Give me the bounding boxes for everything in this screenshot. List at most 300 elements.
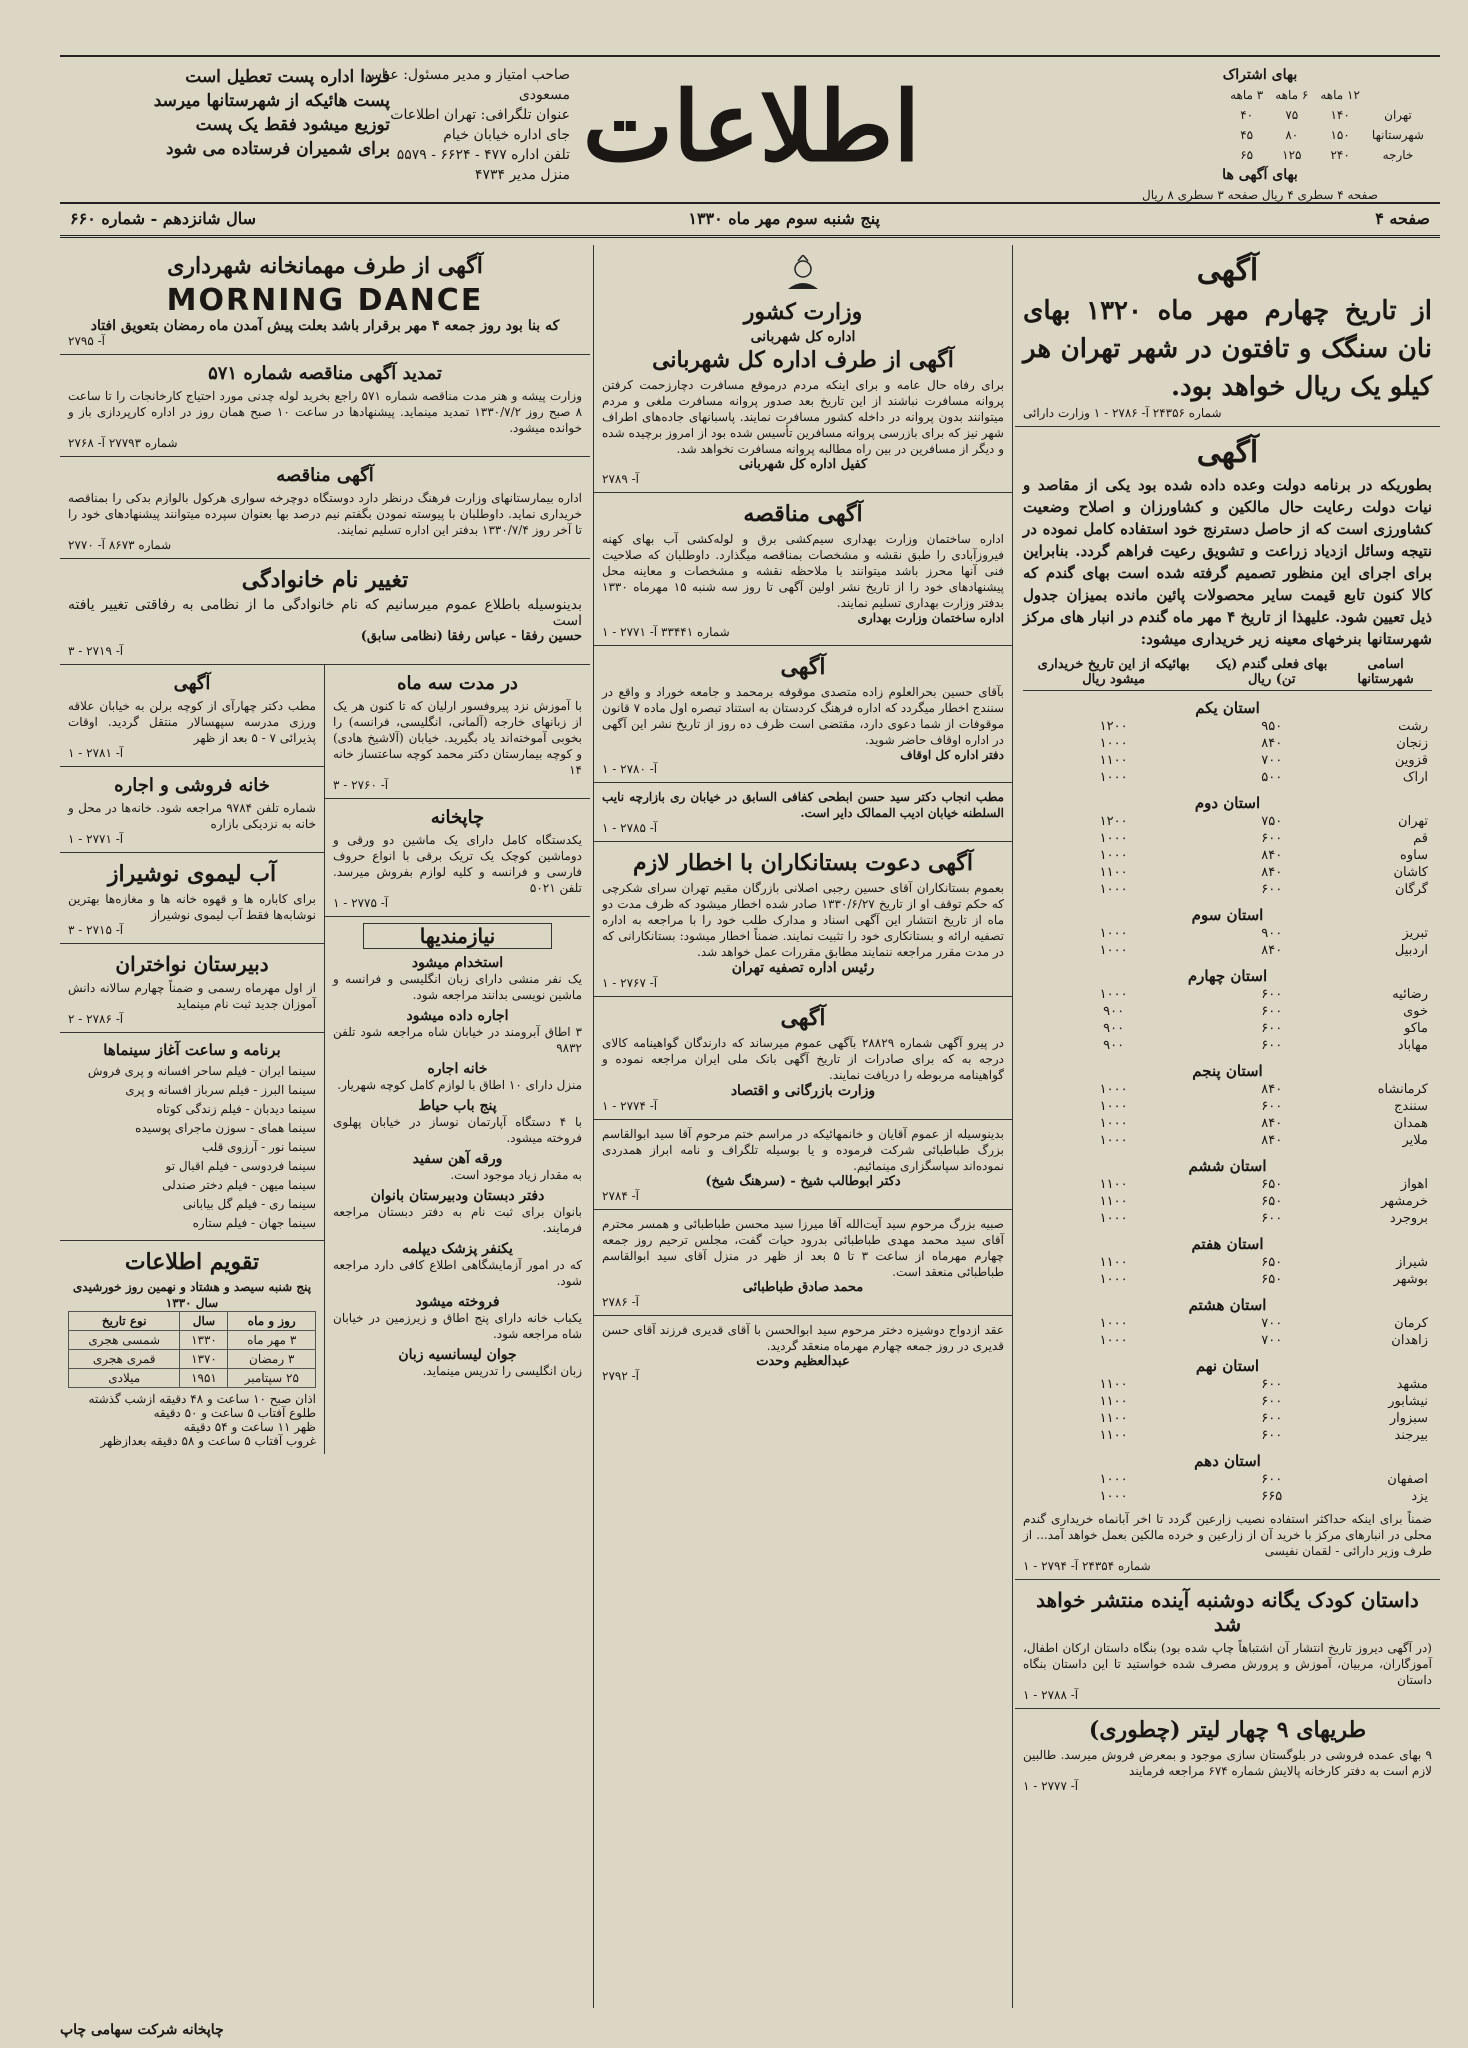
ad-text: بعموم بستانکاران آقای حسین رجبی اصلانی بازرگان مقیم تهران سرای شکرچی که حکم توقف او از تاریخ ۱۳۳۰/۶/۲۷ صادر شده اخطار میشود که ظرف مدت دو ماه از تاریخ انتشار این آگهی اسناد و مدارک طلب خود را با مراجعه به اداره تصفیه ارائه و بستانکاری خود را تثبیت نمایند. ضمناً اخطار میشود: بستانکارانی که در مدت مقرر مراجعه ننمایند مطابق مقررات عمل خواهد شد. — [602, 881, 1004, 959]
hospital-tender-ad — [60, 457, 590, 559]
price-cell: ۶۰۰ — [1261, 1021, 1283, 1036]
story-banner: داستان کودک یگانه دوشنبه آینده منتشر خواهد شد — [1036, 1588, 1419, 1636]
holiday-line: برای شمیران فرستاده می شود — [165, 139, 390, 159]
morning-dance-banner: MORNING DANCE — [166, 283, 484, 318]
province-name: استان سوم — [1191, 906, 1264, 924]
ad-text: از اول مهرماه رسمی و ضمناً چهارم سالانه دانش آموزان جدید ثبت نام مینماید — [68, 981, 316, 1011]
wheat-price-row — [1023, 1488, 1432, 1505]
city-name: همدان — [1393, 1116, 1428, 1131]
wheat-price-row — [1023, 1132, 1432, 1149]
health-tender-ad — [594, 493, 1012, 646]
printing-ad — [325, 799, 590, 917]
wheat-price-row — [1023, 864, 1432, 881]
city-name: اهواز — [1400, 1177, 1428, 1192]
province-name: استان یکم — [1195, 699, 1260, 717]
ad-text: وزارت پیشه و هنر مدت مناقصه شماره ۵۷۱ راجع بخرید لوله چدنی مورد احتیاج کارخانجات را تا ساعت ۸ صبح روز ۱۳۳۰/۷/۲ تمدید مینماید. پیشنهادها در ساعت ۱۰ صبح همان روز در اداره کارپردازی باز و خوانده میشود. — [68, 389, 583, 435]
ad-text: برای کاباره ها و قهوه خانه ها و مغازه‌ها بهترین نوشابه‌ها فقط آب لیموی نوشیراز — [68, 892, 316, 922]
police-ad — [594, 245, 1012, 493]
subscription-cell: ۸۰ — [1285, 128, 1299, 142]
wheat-price-row — [1023, 881, 1432, 898]
ad-heading: دبیرستان نواختران — [115, 952, 269, 976]
calendar-header-cell: نوع تاریخ — [69, 1312, 180, 1331]
subscription-cell: ۱۵۰ — [1330, 128, 1350, 142]
endowment-notice-ad — [594, 646, 1012, 783]
city-name: اصفهان — [1387, 1472, 1428, 1487]
ad-ref: آ- ۲۷۷۵ - ۱ — [333, 896, 389, 910]
price-cell: ۸۴۰ — [1261, 1133, 1283, 1148]
price-cell: ۸۴۰ — [1261, 943, 1283, 958]
ad-heading: آگهی از طرف اداره کل شهربانی — [652, 347, 954, 373]
condolence-ad — [594, 1120, 1012, 1210]
ad-price-title: بهای آگهی ها — [1222, 167, 1298, 183]
prayer-time-line: طلوع آفتاب ۵ ساعت و ۵۰ دقیقه — [153, 1406, 316, 1420]
price-cell: ۱۱۰۰ — [1099, 1177, 1128, 1192]
ad-heading: تمدید آگهی مناقصه شماره ۵۷۱ — [208, 363, 442, 384]
subscription-cell: تهران — [1384, 108, 1412, 122]
ad-heading: آب لیموی نوشیراز — [107, 861, 277, 887]
wheat-price-row — [1023, 1271, 1432, 1288]
ad-ref: آ- ۲۷۱۵ - ۳ — [68, 923, 124, 937]
calendar-cell: ۱۳۷۰ — [180, 1350, 228, 1369]
ad-ref: آ- ۲۷۶۰ - ۳ — [333, 778, 389, 792]
ad-ref: آ- ۲۷۸۹ — [602, 472, 639, 486]
page-number: صفحه ۴ — [1375, 209, 1430, 228]
city-name: قم — [1413, 831, 1428, 846]
province-name: استان چهارم — [1187, 967, 1268, 985]
price-cell: ۸۴۰ — [1261, 848, 1283, 863]
ad-sign: محمد صادق طباطبائی — [742, 1280, 864, 1295]
needs-item-text: با ۴ دستگاه آپارتمان نوساز در خیابان پهلوی فروخته میشود. — [333, 1115, 582, 1145]
province-name: استان هفتم — [1191, 1235, 1264, 1253]
price-cell: ۶۰۰ — [1261, 1377, 1283, 1392]
ad-heading: تغییر نام خانوادگی — [241, 567, 409, 593]
ad-sign: دفتر اداره کل اوقاف — [900, 748, 1004, 762]
wheat-table-header: اسامی شهرستانها — [1339, 654, 1432, 691]
calendar-table — [68, 1311, 316, 1388]
ad-heading: آگهی — [780, 1005, 826, 1031]
ad-heading: آگهی دعوت بستانکاران با اخطار لازم — [632, 850, 974, 876]
ad-heading: آگهی از طرف مهمانخانه شهرداری — [167, 253, 483, 279]
subscription-row — [1224, 125, 1430, 145]
calendar-row — [69, 1331, 316, 1350]
wheat-price-row — [1023, 1393, 1432, 1410]
subscription-header-cell: ۶ ماهه — [1275, 88, 1309, 102]
wheat-price-row — [1023, 986, 1432, 1003]
ad-text: شماره تلفن ۹۷۸۴ مراجعه شود. خانه‌ها در محل و خانه به نزدیکی بازاره — [68, 801, 316, 831]
province-name: استان ششم — [1188, 1157, 1267, 1175]
price-cell: ۹۰۰ — [1103, 1021, 1125, 1036]
holiday-notice — [80, 65, 390, 161]
ad-sign: رئیس اداره تصفیه تهران — [731, 960, 875, 976]
subscription-header-cell — [1366, 85, 1430, 105]
memorial-ad — [594, 1210, 1012, 1316]
price-cell: ۶۰۰ — [1261, 882, 1283, 897]
left-subcol-right — [325, 665, 590, 1390]
province-row — [1023, 898, 1432, 925]
city-name: ساوه — [1400, 848, 1428, 863]
price-cell: ۱۱۰۰ — [1099, 1377, 1128, 1392]
price-cell: ۱۰۰۰ — [1099, 1133, 1128, 1148]
prayer-time-line: غروب آفتاب ۵ ساعت و ۵۸ دقیقه بعدازظهر — [100, 1434, 316, 1448]
price-cell: ۱۰۰۰ — [1099, 926, 1128, 941]
cinema-item: سینما جهان - فیلم ستاره — [192, 1216, 316, 1230]
ad-heading: در مدت سه ماه — [397, 673, 518, 694]
ad-text: اداره بیمارستانهای وزارت فرهنگ درنظر دارد دوستگاه دوچرخه سواری هرکول بالوازم بدکی را بمناقصه خریداری نماید. داوطلبان با پیوسته نمودن بگفتم نیم درصد بها بعنوان سپرده میتوانند پیشنهادهای خود را تا آخر روز ۱۳۳۰/۷/۴ بدفتر این اداره تسلیم نمایند. — [68, 491, 582, 537]
subscription-cell: ۶۵ — [1240, 148, 1254, 162]
calendar-row — [69, 1369, 316, 1388]
price-cell: ۶۵۰ — [1261, 1272, 1283, 1287]
price-cell: ۱۰۰۰ — [1099, 943, 1128, 958]
calendar-cell: ۳ مهر ماه — [228, 1331, 316, 1350]
ad-text: صبیه بزرگ مرحوم سید آیت‌الله آقا میرزا سید محسن طباطبائی و همسر محترم آقای سید محمد مهدی طباطبائی بدرود حیات گفت، مجلس ترحیم روز جمعه چهارم مهرماه از ساعت ۳ تا ۵ بعد از ظهر در منزل آقای سید ابوالقاسم طباطبائی منعقد است. — [602, 1217, 1005, 1279]
needs-item — [333, 1008, 582, 1056]
wheat-price-row — [1023, 735, 1432, 752]
price-cell: ۷۵۰ — [1261, 814, 1283, 829]
ad-ref: آ- ۲۷۸۱ - ۱ — [68, 746, 124, 760]
wheat-price-row — [1023, 813, 1432, 830]
notice-small-ad — [60, 665, 324, 767]
publisher-line: عنوان تلگرافی: تهران اطلاعات — [390, 107, 570, 123]
middle-column — [593, 245, 1013, 2008]
wheat-table-header: بهای فعلی گندم (یک تن) ریال — [1204, 654, 1339, 691]
wheat-price-row — [1023, 1376, 1432, 1393]
province-name: استان هشتم — [1188, 1296, 1267, 1314]
ad-text: ۹ بهای عمده فروشی در بلوگستان سازی موجود و بمعرض فروش میرسد. طالبین لازم است به دفتر کارخانه پالایش شماره ۶۷۴ مراجعه فرمایند — [1023, 1748, 1432, 1778]
price-cell: ۷۰۰ — [1261, 1316, 1283, 1331]
wheat-price-row — [1023, 752, 1432, 769]
ad-heading: چاپخانه — [430, 807, 485, 828]
needs-item — [333, 1061, 582, 1093]
needs-item-title: استخدام میشود — [411, 955, 504, 971]
price-cell: ۸۴۰ — [1261, 1082, 1283, 1097]
city-name: کاشان — [1393, 865, 1428, 880]
needs-item-text: که در امور آزمایشگاهی اطلاع کافی دارد مراجعه شود. — [333, 1258, 582, 1288]
city-name: یزد — [1411, 1489, 1428, 1504]
ad-text: مطب انجاب دکتر سید حسن ابطحی کفافی السابق در خیابان ری بازارچه نایب السلطنه خیابان ادیب الممالک دایر است. — [602, 790, 1004, 820]
needs-item-text: به مقدار زیاد موجود است. — [450, 1168, 582, 1182]
ad-sign: وزارت بازرگانی و اقتصاد — [730, 1083, 876, 1099]
calendar-cell: ۱۹۵۱ — [180, 1369, 228, 1388]
subscription-cell: ۴۵ — [1240, 128, 1254, 142]
subscription-row — [1224, 145, 1430, 165]
city-name: قزوین — [1394, 753, 1428, 768]
ad-ref: آ- ۲۷۷۷ - ۱ — [1023, 1779, 1079, 1793]
calendar-section — [60, 1241, 324, 1454]
province-row — [1023, 691, 1432, 719]
ad-text: با آموزش نزد پیروفسور ارلیان که تا کنون هر یک از زبانهای خارجه (آلمانی، انگلیسی، فرانسه) را بخوبی آموخته‌اند یاد بگیرید. خیابان (آلاشیخ هادی) و کوچه بیمارستان دکتر محمد کوچه ساعتساز خانه ۱۴ — [333, 699, 582, 777]
price-cell: ۱۰۰۰ — [1099, 848, 1128, 863]
price-cell: ۱۰۰۰ — [1099, 736, 1128, 751]
city-name: مهاباد — [1397, 1038, 1428, 1053]
prayer-time-line: ظهر ۱۱ ساعت و ۵۴ دقیقه — [183, 1420, 316, 1434]
ad-text: بدینوسیله از عموم آقایان و خانمهائیکه در مراسم ختم مرحوم آقا سید ابوالقاسم بزرگ طباطبائی شرکت فرموده و یا بوسیله تلگراف و نامه ابراز همدردی نموده‌اند سپاسگزاری مینمائیم. — [602, 1127, 1004, 1173]
price-cell: ۹۰۰ — [1103, 1038, 1125, 1053]
city-name: اردبیل — [1394, 943, 1428, 958]
dateline — [60, 205, 1440, 238]
price-cell: ۸۴۰ — [1261, 1116, 1283, 1131]
price-cell: ۶۰۰ — [1261, 1038, 1283, 1053]
holiday-line: پست هائیکه از شهرستانها میرسد — [153, 91, 390, 111]
province-row — [1023, 786, 1432, 813]
needs-item — [333, 1188, 582, 1236]
ad-ref: شماره ۲۷۷۹۳ آ- ۲۷۶۸ — [68, 436, 178, 450]
ad-ref: آ- ۲۷۸۶ - ۲ — [68, 1012, 124, 1026]
ad-heading: آگهی مناقصه — [276, 465, 374, 486]
cinema-item: سینما ایران - فیلم ساحر افسانه و پری فروش — [87, 1064, 316, 1078]
price-cell: ۱۰۰۰ — [1099, 1272, 1128, 1287]
masthead — [60, 55, 1440, 204]
subscription-cell: ۴۰ — [1240, 108, 1254, 122]
price-cell: ۱۰۰۰ — [1099, 770, 1128, 785]
ad-text: بآقای حسین بحرالعلوم زاده متصدی موقوفه برمحمد و جامعه خوراد و واقع در سنندج اخطار میگردد که اداره فرهنگ کردستان به استناد تبصره اول ماده ۷ قانون موقوفات از شما دعوی دارد، مقتضی است ظرف ده روز از تاریخ نشر این آگهی در اداره اوقاف حاضر شوید. — [602, 685, 1005, 747]
cinema-item: سینما دیدبان - فیلم زندگی کوتاه — [156, 1102, 316, 1116]
needs-item — [333, 1294, 582, 1342]
price-cell: ۱۰۰۰ — [1099, 831, 1128, 846]
wheat-price-row — [1023, 769, 1432, 786]
wheat-price-ad — [1015, 427, 1440, 1580]
city-name: بروجرد — [1389, 1211, 1428, 1226]
price-cell: ۱۱۰۰ — [1099, 1411, 1128, 1426]
subscription-cell: ۱۲۵ — [1282, 148, 1302, 162]
city-name: زنجان — [1396, 736, 1428, 751]
wheat-price-table — [1023, 654, 1432, 1505]
needs-item — [333, 1347, 582, 1379]
province-row — [1023, 1149, 1432, 1176]
ad-ref: آ- ۲۷۸۶ — [602, 1295, 639, 1309]
price-cell: ۹۰۰ — [1103, 1004, 1125, 1019]
city-name: تهران — [1398, 814, 1428, 829]
subscription-row — [1224, 105, 1430, 125]
right-column — [1015, 245, 1440, 2008]
subscription-cell: ۱۴۰ — [1330, 108, 1350, 122]
wheat-price-row — [1023, 1410, 1432, 1427]
price-cell: ۶۰۰ — [1261, 831, 1283, 846]
subscription-cell: شهرستانها — [1371, 128, 1424, 142]
lion-and-sun-emblem-icon — [778, 255, 828, 295]
hotel-ad — [60, 245, 590, 355]
needs-item-title: یکنفر پزشک دیپلمه — [402, 1241, 513, 1257]
ad-ref: شماره ۸۶۷۳ آ- ۲۷۷۰ — [68, 538, 172, 552]
price-cell: ۶۵۰ — [1261, 1194, 1283, 1209]
province-name: استان پنجم — [1192, 1062, 1263, 1080]
ad-sign: کفیل اداره کل شهربانی — [738, 457, 868, 472]
ad-text: مطب دکتر چهارآی از کوچه برلن به خیابان علاقه ورزی مدرسه سپهسالار منتقل گردید. اوقات پذیرائی ۷ - ۵ بعد از ظهر — [68, 699, 316, 745]
issue-date: پنج شنبه سوم مهر ماه ۱۳۳۰ — [688, 209, 880, 228]
price-cell: ۶۵۰ — [1261, 1255, 1283, 1270]
three-months-ad — [325, 665, 590, 799]
province-name: استان دوم — [1194, 794, 1261, 812]
price-cell: ۶۶۵ — [1261, 1489, 1283, 1504]
holiday-line: فردا اداره پست تعطیل است — [185, 67, 390, 87]
publisher-line: منزل مدیر ۴۷۳۴ — [474, 167, 570, 183]
subscription-box — [1090, 65, 1430, 205]
calendar-row — [69, 1350, 316, 1369]
city-name: زاهدان — [1391, 1333, 1428, 1348]
price-cell: ۱۰۰۰ — [1099, 1333, 1128, 1348]
city-name: ملایر — [1402, 1133, 1428, 1148]
ad-heading: آگهی — [1196, 253, 1259, 288]
price-cell: ۶۰۰ — [1261, 1211, 1283, 1226]
ad-ref: آ- ۲۷۶۷ - ۱ — [602, 976, 658, 990]
price-cell: ۱۲۰۰ — [1099, 719, 1128, 734]
wheat-price-row — [1023, 1081, 1432, 1098]
price-cell: ۱۱۰۰ — [1099, 1255, 1128, 1270]
price-cell: ۷۰۰ — [1261, 1333, 1283, 1348]
needs-item-title: فروخته میشود — [415, 1294, 500, 1310]
needs-item-title: جوان لیسانسیه زبان — [398, 1347, 517, 1363]
price-cell: ۶۵۰ — [1261, 1177, 1283, 1192]
cinema-section — [60, 1033, 324, 1241]
price-cell: ۱۰۰۰ — [1099, 1099, 1128, 1114]
issue-number: سال شانزدهم - شماره ۶۶۰ — [70, 209, 257, 228]
ad-ref: شماره ۲۴۳۵۶ آ- ۲۷۸۶ - ۱ وزارت دارائی — [1023, 406, 1222, 420]
city-name: تبریز — [1402, 926, 1428, 941]
needs-item-title: دفتر دبستان ودبیرستان بانوان — [370, 1188, 545, 1204]
office-name: اداره کل شهربانی — [750, 329, 856, 345]
needs-item — [333, 1151, 582, 1183]
wheat-price-row — [1023, 1427, 1432, 1444]
ad-heading: خانه فروشی و اجاره — [114, 775, 270, 796]
calendar-cell: میلادی — [69, 1369, 180, 1388]
ad-ref: شماره ۳۳۴۴۱ آ- ۲۷۷۱ - ۱ — [602, 625, 730, 639]
price-cell: ۱۰۰۰ — [1099, 987, 1128, 1002]
price-cell: ۶۰۰ — [1261, 1099, 1283, 1114]
needs-item-text: زبان انگلیسی را تدریس مینماید. — [422, 1364, 582, 1378]
needs-list — [333, 955, 582, 1379]
calendar-cell: شمسی هجری — [69, 1331, 180, 1350]
cinema-item: سینما فردوسی - فیلم اقبال تو — [165, 1159, 316, 1173]
publisher-line: صاحب امتیاز و مدیر مسئول: عباس مسعودی — [364, 67, 570, 103]
ad-ref: آ- ۲۷۹۵ — [68, 334, 105, 348]
ad-heading: آگهی — [780, 654, 826, 680]
wheat-price-row — [1023, 1332, 1432, 1349]
price-cell: ۱۱۰۰ — [1099, 865, 1128, 880]
ad-heading: آگهی — [1196, 435, 1259, 470]
city-name: کرمان — [1394, 1316, 1428, 1331]
province-row — [1023, 1288, 1432, 1315]
ad-text: یکدستگاه کامل دارای یک ماشین دو ورقی و دوماشین کوچک یک تریک برقی با انواع حروف فارسی و فرانسه و کلیه لوازم بفروش میرسد. تلفن ۵۰۲۱ — [333, 833, 582, 895]
city-name: ماکو — [1404, 1021, 1428, 1036]
city-name: خرمشهر — [1381, 1194, 1428, 1209]
price-cell: ۱۰۰۰ — [1099, 1316, 1128, 1331]
wheat-price-row — [1023, 1020, 1432, 1037]
cinema-item: سینما ری - فیلم گل بیابانی — [182, 1197, 316, 1211]
cinema-list — [68, 1063, 316, 1231]
province-row — [1023, 959, 1432, 986]
ad-ref: شماره ۲۴۳۵۴ آ- ۲۷۹۴ - ۱ — [1023, 1559, 1151, 1573]
price-cell: ۷۰۰ — [1261, 753, 1283, 768]
needs-section — [325, 917, 590, 1390]
needs-item-text: یکباب خانه دارای پنج اطاق و زیرزمین در خیابان شاه مراجعه شود. — [333, 1311, 582, 1341]
needs-item — [333, 955, 582, 1003]
clinic-ad — [594, 783, 1012, 842]
wheat-price-row — [1023, 1471, 1432, 1488]
subscription-table — [1224, 85, 1430, 165]
needs-item — [333, 1241, 582, 1289]
price-cell: ۹۰۰ — [1261, 926, 1283, 941]
wheat-price-row — [1023, 925, 1432, 942]
ad-ref: آ- ۲۷۸۵ - ۱ — [602, 821, 658, 835]
subscription-header-cell: ۱۲ ماهه — [1320, 88, 1360, 102]
ad-ref: آ- ۲۷۸۰ - ۱ — [602, 762, 658, 776]
wheat-price-row — [1023, 1176, 1432, 1193]
ad-text: در پیرو آگهی شماره ۲۸۸۲۹ بآگهی عموم میرساند که دارندگان گواهینامه کالای درجه به که برای صادرات از تاریخ آگهی بانک ملی ایران مراجعه نموده و گواهینامه مربوطه را دریافت نمایند. — [602, 1036, 1004, 1082]
engagement-ad — [594, 1316, 1012, 1389]
ad-price-text: صفحه ۴ سطری ۴ ریال صفحه ۳ سطری ۸ ریال — [1142, 188, 1378, 202]
city-name: بوشهر — [1393, 1272, 1428, 1287]
price-cell: ۱۰۰۰ — [1099, 1116, 1128, 1131]
price-cell: ۶۰۰ — [1261, 1411, 1283, 1426]
price-cell: ۱۱۰۰ — [1099, 1194, 1128, 1209]
calendar-cell: قمری هجری — [69, 1350, 180, 1369]
needs-item-title: خانه اجاره — [427, 1061, 488, 1077]
ad-sign: حسین رفقا - عباس رفقا (نظامی سابق) — [360, 629, 582, 644]
calendar-header-cell: روز و ماه — [228, 1312, 316, 1331]
ministry-name: وزارت کشور — [743, 299, 863, 325]
city-name: شیراز — [1396, 1255, 1428, 1270]
wheat-price-row — [1023, 1193, 1432, 1210]
subscription-cell: ۷۵ — [1285, 108, 1299, 122]
ad-ref: آ- ۲۷۸۸ - ۱ — [1023, 1688, 1079, 1702]
calendar-heading: تقویم اطلاعات — [124, 1249, 260, 1275]
needs-item-text: بانوان برای ثبت نام به دفتر دبستان مراجعه فرمایند. — [333, 1205, 582, 1235]
name-change-ad — [60, 559, 590, 665]
price-cell: ۱۰۰۰ — [1099, 882, 1128, 897]
city-name: کرمانشاه — [1377, 1082, 1428, 1097]
creditors-ad — [594, 842, 1012, 997]
wheat-table-header: بهائیکه از این تاریخ خریداری میشود ریال — [1023, 654, 1204, 691]
tender-extension-ad — [60, 355, 590, 457]
price-cell: ۶۰۰ — [1261, 1394, 1283, 1409]
ad-text: بدینوسیله باطلاع عموم میرسانیم که نام خانوادگی ما از نظامی به رفاقتی تغییر یافته است — [68, 597, 582, 629]
needs-item-text: یک نفر منشی دارای زبان انگلیسی و فرانسه و ماشین نویسی بدانند مراجعه شود. — [333, 972, 582, 1002]
subscription-cell: ۲۴۰ — [1330, 148, 1350, 162]
ad-sign: عبدالعظیم وحدت — [756, 1354, 850, 1369]
ad-ref: آ- ۲۷۷۱ - ۱ — [68, 832, 124, 846]
needs-item — [333, 1098, 582, 1146]
ad-sign: دکتر ابوطالب شیخ - (سرهنگ شیخ) — [705, 1174, 901, 1189]
house-sale-ad — [60, 767, 324, 853]
needs-item-text: ۳ اطاق آبرومند در خیابان شاه مراجعه شود تلفن ۹۸۳۲ — [333, 1025, 582, 1055]
wheat-price-row — [1023, 1037, 1432, 1054]
city-name: اراک — [1402, 770, 1428, 785]
wheat-price-row — [1023, 1098, 1432, 1115]
wheat-price-row — [1023, 1315, 1432, 1332]
province-name: استان نهم — [1195, 1357, 1260, 1375]
wheat-price-row — [1023, 1115, 1432, 1132]
city-name: خوی — [1403, 1004, 1428, 1019]
price-cell: ۶۰۰ — [1261, 1428, 1283, 1443]
city-name: نیشابور — [1388, 1394, 1428, 1409]
ad-heading: آگهی — [173, 673, 211, 694]
ad-ref: آ- ۲۷۱۹ - ۳ — [68, 644, 124, 658]
ad-ref: آ- ۲۷۷۴ - ۱ — [602, 1099, 658, 1113]
cinema-item: سینما البرز - فیلم سرباز افسانه و پری — [125, 1083, 316, 1097]
school-ad — [60, 944, 324, 1033]
city-name: بیرجند — [1394, 1428, 1428, 1443]
needs-item-text: منزل دارای ۱۰ اطاق با لوازم کامل کوچه شهریار. — [337, 1078, 582, 1092]
city-name: سنندج — [1394, 1099, 1428, 1114]
needs-item-title: اجاره داده میشود — [406, 1008, 509, 1024]
wheat-price-row — [1023, 830, 1432, 847]
wheat-price-row — [1023, 1003, 1432, 1020]
ad-text: بطوریکه در برنامه دولت وعده داده شده بود یکی از مقاصد و نیات دولت رعایت حال مالکین و کشاورزان و اصلاح وضعیت کشاورزی است که از حاصل دسترنج خود استفاده کامل نموده در نتیجه وسائل ازدیاد زراعت و تشویق رعیت فراهم گردد. بنابراین برای اجرای این منظور تصمیم گرفته شده است بهای گندم که کالا کنون تابع قیمت سایر محصولات پائین مانده بمیزان جدول ذیل تعیین شود. علیهذا از تاریخ ۴ مهر ماه گندم در انبار های مرکز شهرستانها بنرخهای معینه زیر خریداری میشود: — [1023, 476, 1432, 648]
price-cell: ۱۱۰۰ — [1099, 753, 1128, 768]
prayer-time-line: اذان صبح ۱۰ ساعت و ۴۸ دقیقه ازشب گذشته — [88, 1392, 316, 1406]
price-cell: ۱۰۰۰ — [1099, 1082, 1128, 1097]
price-cell: ۵۰۰ — [1261, 770, 1283, 785]
province-row — [1023, 1227, 1432, 1254]
